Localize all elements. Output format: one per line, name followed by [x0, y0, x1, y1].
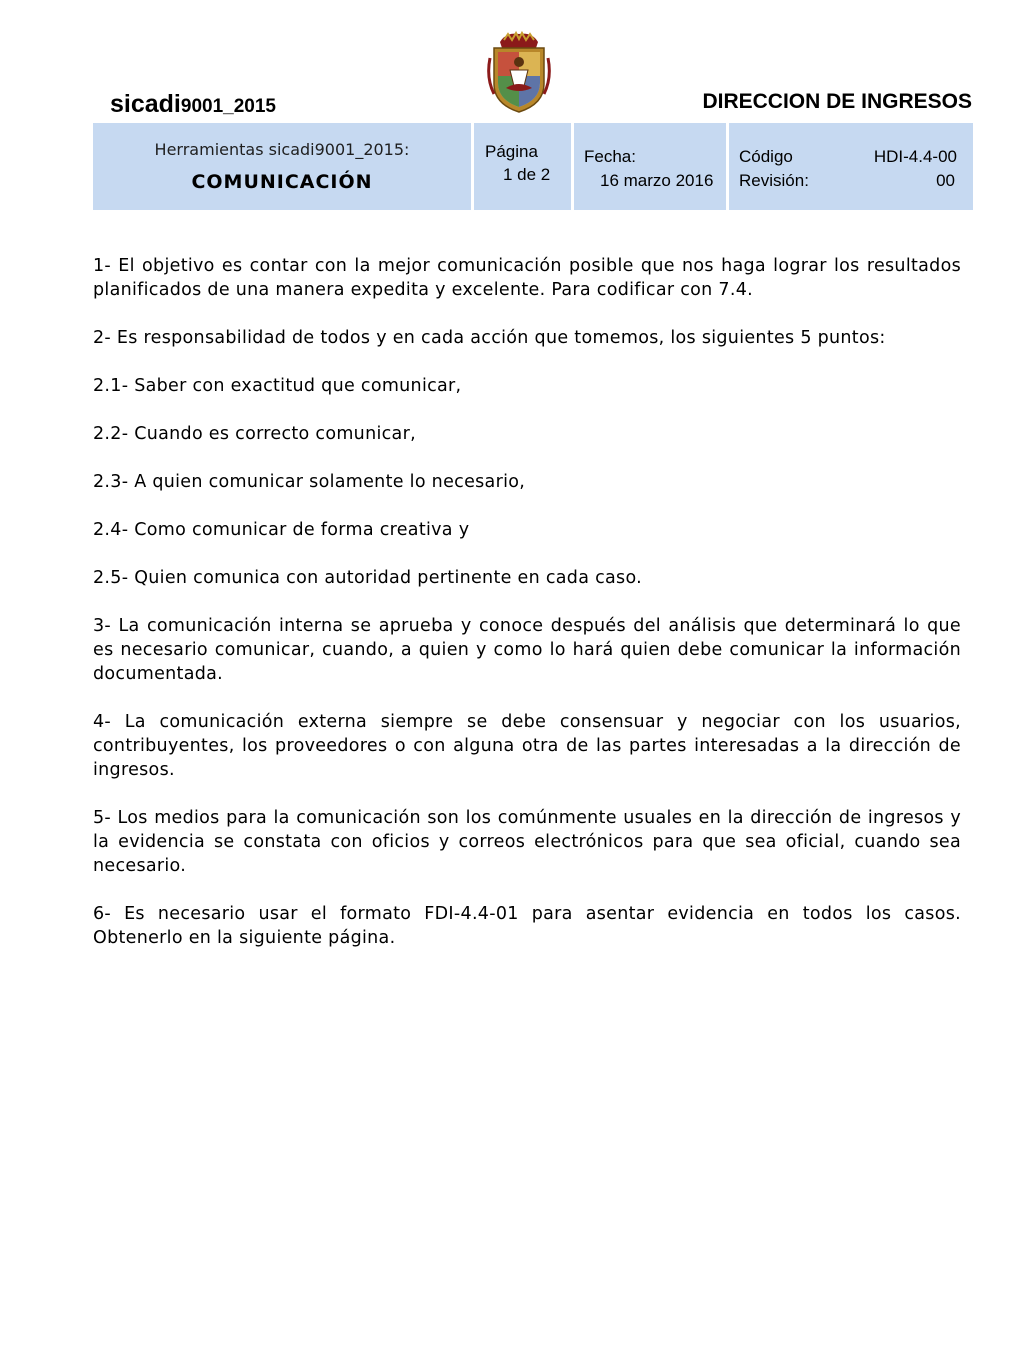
page-cell: [474, 123, 571, 210]
paragraph-internal-communication: 3- La comunicación interna se aprueba y conoce después del análisis que determinará lo que es necesario comunicar, cuando, a quien y como lo hará quien debe comunicar la información documentada.: [93, 616, 961, 684]
tool-name: COMUNICACIÓN: [191, 171, 373, 193]
point-2-3: 2.3- A quien comunicar solamente lo necesario,: [93, 472, 526, 492]
paragraph-responsibility: 2- Es responsabilidad de todos y en cada acción que tomemos, los siguientes 5 puntos:: [93, 328, 886, 348]
paragraph-objective: 1- El objetivo es contar con la mejor comunicación posible que nos haga lograr los resultados planificados de una manera expedita y excelente. Para codificar con 7.4.: [93, 256, 961, 300]
point-2-4: 2.4- Como comunicar de forma creativa y: [93, 520, 470, 540]
date-cell: [574, 123, 726, 210]
document-info-table: [93, 123, 973, 210]
point-2-5: 2.5- Quien comunica con autoridad pertinente en cada caso.: [93, 568, 643, 588]
document-body: [93, 254, 961, 974]
page-value: 1 de 2: [503, 165, 551, 184]
department-title: DIRECCION DE INGRESOS: [702, 90, 972, 113]
code-cell: [729, 123, 973, 210]
tool-cell: [93, 123, 471, 210]
revision-value: 00: [936, 171, 955, 190]
paragraph-media: 5- Los medios para la comunicación son los comúnmente usuales en la dirección de ingresos y la evidencia se constata con oficios y correos electrónicos para que sea oficial, cuando sea necesario.: [93, 808, 961, 876]
point-2-2: 2.2- Cuando es correcto comunicar,: [93, 424, 416, 444]
date-label: Fecha:: [584, 147, 636, 166]
paragraph-format: 6- Es necesario usar el formato FDI-4.4-01 para asentar evidencia en todos los casos. Obtenerlo en la siguiente página.: [93, 904, 961, 948]
tool-title: Herramientas sicadi9001_2015:: [154, 140, 410, 159]
date-value: 16 marzo 2016: [600, 171, 714, 190]
paragraph-external-communication: 4- La comunicación externa siempre se debe consensuar y negociar con los usuarios, contribuyentes, los proveedores o con alguna otra de las partes interesadas a la dirección de ingresos.: [93, 712, 961, 780]
page-label: Página: [485, 142, 538, 161]
coat-of-arms-icon: [486, 28, 552, 114]
brand-main: sicadi: [110, 90, 181, 118]
revision-label: Revisión:: [739, 171, 809, 190]
code-label: Código: [739, 147, 793, 166]
brand-title: [110, 90, 276, 119]
code-value: HDI-4.4-00: [873, 147, 957, 166]
brand-suffix: 9001_2015: [180, 96, 276, 117]
point-2-1: 2.1- Saber con exactitud que comunicar,: [93, 376, 462, 396]
